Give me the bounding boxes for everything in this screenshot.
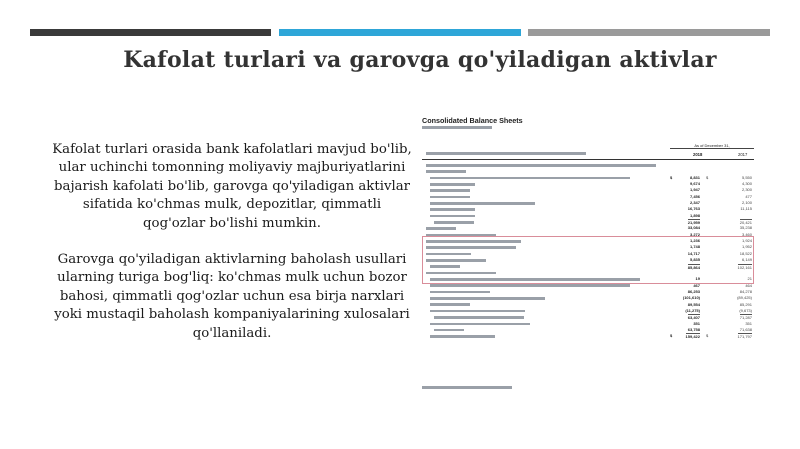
- currency-2017: $: [706, 174, 709, 180]
- value-2018: 1,898: [689, 212, 700, 218]
- value-2018: 9,674: [689, 181, 700, 187]
- highlight-liabilities-box: [422, 236, 754, 284]
- value-2018: 33,084: [687, 225, 700, 231]
- accent-bar-dark: [30, 29, 271, 36]
- row-label: [430, 194, 470, 197]
- currency-2018: $: [670, 333, 673, 339]
- value-2017: 71,287: [739, 315, 752, 321]
- value-2017: 5,550: [741, 174, 752, 180]
- value-2018: 159,422: [685, 334, 700, 340]
- value-2017: 1,924: [741, 238, 752, 244]
- row-label: [430, 302, 470, 305]
- value-2017: (89,425): [737, 295, 752, 301]
- value-2018: 85,864: [687, 264, 700, 270]
- value-2017: 84,278: [739, 288, 752, 294]
- column-2018: 2018: [693, 152, 703, 157]
- value-2018: 21,959: [687, 220, 700, 226]
- value-2018: 14,717: [687, 250, 700, 256]
- value-2017: 351: [745, 320, 752, 326]
- row-label: [426, 169, 466, 172]
- value-2017: 171,797: [737, 334, 752, 340]
- paragraph-baholash-usullari: Garovga qo'yiladigan aktivlarning baholash usullari ularning turiga bog'liq: ko'chmas mulk uchun bozor bahosi, qimmatli qog'ozlar uchun esa birja narxlari yoki mustaqil baholash kompaniyalarining xulosalari qo'llaniladi.: [54, 252, 410, 341]
- row-label: [430, 289, 490, 292]
- row-label: [430, 334, 495, 337]
- value-2017: (9,673): [739, 307, 752, 313]
- row-label: [434, 315, 524, 318]
- value-2017: 21: [747, 276, 752, 282]
- column-2017: 2017: [738, 152, 748, 157]
- value-2018: 63,407: [687, 315, 700, 321]
- value-2017: 71,638: [739, 326, 752, 332]
- value-2017: 2,300: [741, 187, 752, 193]
- row-label: [430, 182, 475, 185]
- accent-bar-gray: [528, 29, 770, 36]
- slide-title: Kafolat turlari va garovga qo'yiladigan aktivlar: [123, 47, 717, 73]
- accent-bar-blue: [279, 29, 521, 36]
- period-header: As of December 31,: [670, 143, 754, 149]
- value-2018: 8,831: [689, 174, 700, 180]
- value-2017: 11,115: [740, 206, 752, 212]
- row-label: [426, 163, 656, 166]
- value-2017: 102,161: [737, 264, 752, 270]
- value-2017: 85,291: [739, 301, 752, 307]
- value-2017: 20,421: [739, 220, 752, 226]
- value-2018: 16,763: [687, 206, 700, 212]
- balance-sheet-footnote: [422, 386, 512, 390]
- balance-sheet-image: [422, 116, 754, 392]
- row-label: [430, 213, 475, 216]
- value-2017: 477: [745, 193, 752, 199]
- value-2017: 35,238: [739, 225, 752, 231]
- row-label: [430, 296, 545, 299]
- row-label: [430, 308, 525, 311]
- value-2017: 6,149: [741, 257, 752, 263]
- balance-sheet-row: [422, 333, 754, 339]
- value-2017: 2,100: [741, 200, 752, 206]
- column-headers: [422, 152, 754, 160]
- value-2017: 3,460: [741, 231, 752, 237]
- value-2018: 3,272: [689, 231, 700, 237]
- balance-sheet-title: Consolidated Balance Sheets: [422, 116, 523, 125]
- value-2018: 89,554: [687, 301, 700, 307]
- row-label: [430, 188, 470, 191]
- currency-2017: $: [706, 333, 709, 339]
- value-2018: (11,275): [685, 307, 700, 313]
- value-2018: 1,947: [689, 187, 700, 193]
- value-2017: 4,300: [741, 181, 752, 187]
- row-label: [434, 327, 464, 330]
- row-label: [430, 175, 630, 178]
- paragraph-kafolat-turlari: Kafolat turlari orasida bank kafolatlari mavjud bo'lib, ular uchinchi tomonning moliyaviy majburiyatlarini bajarish kafolati bo'lib, garovga qo'yiladigan aktivlar sifatida ko'chmas mulk, depozitlar, qimmatli qog'ozlar bo'lishi mumkin.: [52, 142, 412, 231]
- row-label: [430, 321, 530, 324]
- value-2018: 1,236: [689, 238, 700, 244]
- row-label: [426, 232, 496, 235]
- value-2018: 351: [693, 320, 700, 326]
- currency-2018: $: [670, 174, 673, 180]
- balance-sheet-subtitle: [422, 125, 492, 130]
- value-2018: 86,253: [687, 288, 700, 294]
- value-2018: 63,758: [687, 326, 700, 332]
- row-label: [434, 220, 474, 223]
- value-2017: 18,522: [739, 250, 752, 256]
- value-2017: 1,952: [741, 244, 752, 250]
- value-2018: 1,748: [689, 244, 700, 250]
- row-label: [430, 201, 535, 204]
- value-2018: 7,456: [689, 193, 700, 199]
- value-2018: 467: [693, 282, 700, 288]
- value-2018: 2,347: [689, 200, 700, 206]
- value-2017: 464: [745, 282, 752, 288]
- row-label: [430, 207, 475, 210]
- value-2018: (101,610): [682, 295, 700, 301]
- value-2018: 5,835: [689, 257, 700, 263]
- value-2018: 19: [695, 276, 700, 282]
- row-label: [426, 226, 456, 229]
